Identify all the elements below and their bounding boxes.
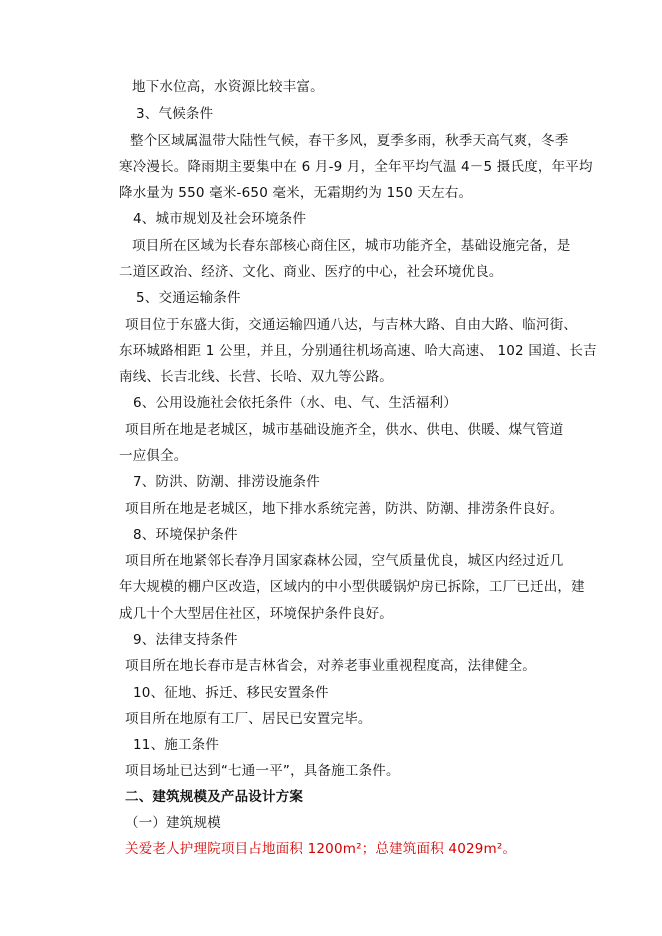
subsection-heading: （一）建筑规模 <box>125 815 221 831</box>
text-line: 年大规模的棚户区改造，区域内的中小型供暖锅炉房已拆除，工厂已迁出，建 <box>119 579 585 595</box>
section-heading: 7、防洪、防潮、排涝设施条件 <box>133 474 320 490</box>
section-heading: 10、征地、拆迁、移民安置条件 <box>133 685 329 701</box>
section-heading: 4、城市规划及社会环境条件 <box>133 211 307 227</box>
text-line: 项目位于东盛大街，交通运输四通八达，与吉林大路、自由大路、临河街、 <box>125 317 578 333</box>
text-line: 项目所在地紧邻长春净月国家森林公园，空气质量优良，城区内经过近几 <box>125 553 564 569</box>
text-line: 项目所在地原有工厂、居民已安置完毕。 <box>125 711 372 727</box>
text-line: 成几十个大型居住社区，环境保护条件良好。 <box>119 606 393 622</box>
text-line: 项目所在地是老城区，地下排水系统完善，防洪、防潮、排涝条件良好。 <box>125 501 564 517</box>
text-line: 东环城路相距 1 公里，并且，分别通往机场高速、哈大高速、 102 国道、长吉 <box>119 343 597 359</box>
highlight-line: 关爱老人护理院项目占地面积 1200m²；总建筑面积 4029m²。 <box>125 841 517 857</box>
text-line: 整个区域属温带大陆性气候，春干多风，夏季多雨，秋季天高气爽，冬季 <box>130 133 569 149</box>
text-line: 寒冷漫长。降雨期主要集中在 6 月-9 月，全年平均气温 4－5 摄氏度，年平均 <box>119 159 593 175</box>
section-heading: 11、施工条件 <box>133 737 220 753</box>
section-heading: 5、交通运输条件 <box>136 290 241 306</box>
text-line: 地下水位高，水资源比较丰富。 <box>132 79 324 95</box>
text-line: 项目所在区域为长春东部核心商住区，城市功能齐全，基础设施完备，是 <box>132 238 571 254</box>
text-line: 项目所在地长春市是吉林省会，对养老事业重视程度高，法律健全。 <box>125 658 536 674</box>
text-line: 项目场址已达到“七通一平”，具备施工条件。 <box>125 763 400 779</box>
section-heading: 8、环境保护条件 <box>133 527 238 543</box>
section-heading: 6、公用设施社会依托条件（水、电、气、生活福利） <box>133 395 457 411</box>
text-line: 二道区政治、经济、文化、商业、医疗的中心，社会环境优良。 <box>119 264 503 280</box>
section-heading: 3、气候条件 <box>136 106 214 122</box>
text-line: 一应俱全。 <box>119 448 188 464</box>
text-line: 降水量为 550 毫米-650 毫米，无霜期约为 150 天左右。 <box>119 185 473 201</box>
section-heading: 9、法律支持条件 <box>133 632 238 648</box>
text-line: 项目所在地是老城区，城市基础设施齐全，供水、供电、供暖、煤气管道 <box>125 422 564 438</box>
chapter-heading: 二、建筑规模及产品设计方案 <box>125 789 304 805</box>
text-line: 南线、长吉北线、长营、长哈、双九等公路。 <box>119 369 393 385</box>
